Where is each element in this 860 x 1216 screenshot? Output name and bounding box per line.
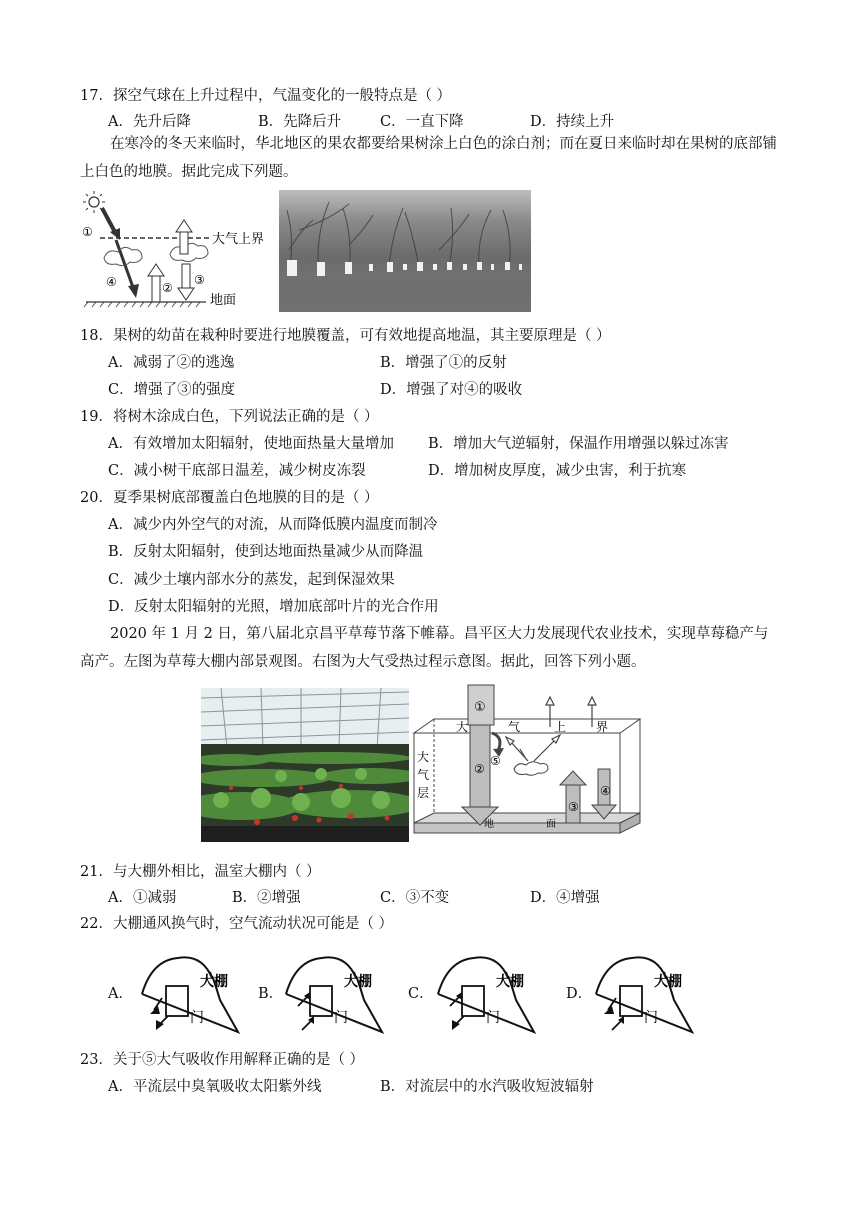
label-3: ③ (194, 273, 205, 287)
q17-option-d: D．持续上升 (530, 114, 615, 130)
fig2-label-4: ④ (600, 784, 611, 798)
door-label-c: 门 (486, 1010, 500, 1026)
intro-passage-2: 2020 年 1 月 2 日，第八届北京昌平草莓节落下帷幕。昌平区大力发展现代农业技术，实现草莓稳产与高产。左图为草莓大棚内部景观图。右图为大气受热过程示意图。据此，回答下列小题。 (80, 626, 769, 670)
q19-option-a: A．有效增加太阳辐射，使地面热量大量增加 (108, 436, 394, 452)
q20-option-a: A．减少内外空气的对流，从而降低膜内温度而制冷 (108, 517, 438, 533)
fig2-label-qi: 气 (508, 720, 521, 734)
fig2-label-da: 大 (456, 720, 469, 734)
door-label-a: 门 (190, 1010, 204, 1026)
q23-option-b: B．对流层中的水汽吸收短波辐射 (380, 1079, 594, 1095)
fig2-label-shang: 上 (554, 720, 567, 734)
atmospheric-heating-diagram (410, 683, 645, 843)
radiation-diagram-1 (78, 188, 278, 312)
q19-option-d: D．增加树皮厚度，减少虫害，利于抗寒 (428, 463, 687, 479)
arrow-1 (102, 208, 116, 234)
q18-stem: 18．果树的幼苗在栽种时要进行地膜覆盖，可有效地提高地温，其主要原理是（ ） (80, 328, 611, 344)
q17-stem: 17．探空气球在上升过程中，气温变化的一般特点是（ ） (80, 88, 452, 104)
q18-option-a: A．减弱了②的逃逸 (108, 355, 235, 371)
q20-stem: 20．夏季果树底部覆盖白色地膜的目的是（ ） (80, 490, 379, 506)
q22-stem: 22．大棚通风换气时，空气流动状况可能是（ ） (80, 916, 394, 932)
q20-option-d: D．反射太阳辐射的光照，增加底部叶片的光合作用 (108, 599, 439, 615)
door-label-b: 门 (334, 1010, 348, 1026)
greenhouse-sketch-a (136, 950, 240, 1034)
q21-option-c: C．③不变 (380, 890, 450, 906)
q21-option-b: B．②增强 (232, 890, 301, 906)
cloud-right (170, 243, 208, 261)
greenhouse-label-c: 大棚 (496, 974, 524, 990)
fig2-label-layer-3: 层 (417, 786, 430, 800)
q23-option-a: A．平流层中臭氧吸收太阳紫外线 (108, 1079, 322, 1095)
intro-passage-1: 在寒冷的冬天来临时，华北地区的果农都要给果树涂上白色的涂白剂；而在夏日来临时却在果树的底部铺上白色的地膜。据此完成下列题。 (80, 136, 777, 180)
greenhouse-sketch-c (432, 950, 536, 1034)
greenhouse-label-b: 大棚 (344, 974, 372, 990)
q21-option-a: A．①减弱 (108, 890, 177, 906)
greenhouse-photo (201, 688, 409, 842)
q20-option-c: C．减少土壤内部水分的蒸发，起到保湿效果 (108, 572, 395, 588)
label-4: ④ (106, 275, 117, 289)
label-2: ② (162, 281, 173, 295)
fig2-label-jie: 界 (596, 720, 609, 734)
fig2-label-layer-1: 大 (417, 750, 430, 764)
orchard-photo (279, 190, 531, 312)
q17-option-a: A．先升后降 (108, 114, 191, 130)
fig2-label-3: ③ (568, 800, 579, 814)
greenhouse-label-a: 大棚 (200, 974, 228, 990)
q18-option-b: B．增强了①的反射 (380, 355, 507, 371)
cloud (514, 762, 548, 776)
q17-option-c: C．一直下降 (380, 114, 464, 130)
greenhouse-sketch-b (280, 950, 384, 1034)
arrow-3 (178, 264, 194, 300)
label-ground: 地面 (210, 293, 237, 308)
q22-option-c: C． (408, 986, 434, 1002)
outgoing-arrow (176, 220, 192, 254)
q22-option-d: D． (566, 986, 593, 1002)
fig2-label-layer-2: 气 (417, 768, 430, 782)
q17-option-b: B．先降后升 (258, 114, 342, 130)
fig2-label-2: ② (474, 762, 485, 776)
arrow-5 (492, 733, 500, 751)
q21-stem: 21．与大棚外相比，温室大棚内（ ） (80, 864, 321, 880)
fig2-label-5: ⑤ (490, 754, 501, 768)
q22-option-b: B． (258, 986, 284, 1002)
greenhouse-label-d: 大棚 (654, 974, 682, 990)
q19-stem: 19．将树木涂成白色，下列说法正确的是（ ） (80, 409, 379, 425)
q23-stem: 23．关于⑤大气吸收作用解释正确的是（ ） (80, 1052, 365, 1068)
label-atmosphere-top: 大气上界 (212, 232, 265, 247)
greenhouse-sketch-d (590, 950, 694, 1034)
fig2-label-ground-2: 面 (546, 819, 556, 830)
q22-option-a: A． (108, 986, 133, 1002)
q20-option-b: B．反射太阳辐射，使到达地面热量减少从而降温 (108, 544, 424, 560)
q21-option-d: D．④增强 (530, 890, 600, 906)
q19-option-c: C．减小树干底部日温差，减少树皮冻裂 (108, 463, 366, 479)
fig2-label-ground-1: 地 (484, 819, 494, 830)
q18-option-d: D．增强了对④的吸收 (380, 382, 523, 398)
door-label-d: 门 (644, 1010, 658, 1026)
fig2-label-1: ① (474, 700, 486, 715)
q18-option-c: C．增强了③的强度 (108, 382, 236, 398)
label-1: ① (82, 225, 93, 239)
q19-option-b: B．增加大气逆辐射，保温作用增强以躲过冻害 (428, 436, 729, 452)
